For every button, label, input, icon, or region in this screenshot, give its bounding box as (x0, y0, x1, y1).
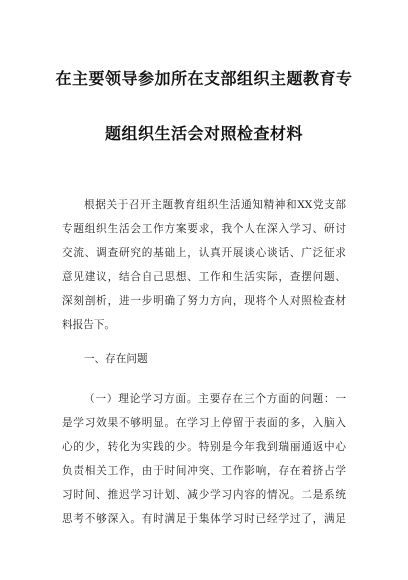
problems-paragraph-line: 负责相关工作，由于时间冲突、工作影响，存在着挤占学 (62, 465, 346, 477)
document-title-line-1: 在主要领导参加所在支部组织主题教育专 (55, 69, 353, 88)
intro-paragraph-line: 交流、调查研究的基础上，认真开展谈心谈话、广泛征求 (62, 247, 346, 259)
problems-paragraph-line: 习时间、推迟学习计划、减少学习内容的情况。二是系统 (62, 489, 346, 501)
intro-paragraph-line: 根据关于召开主题教育组织生活通知精神和XX党支部 (84, 199, 346, 211)
problems-paragraph-line: 是学习效果不够明显。在学习上停留于表面的多，入脑入 (62, 417, 346, 429)
intro-paragraph-line: 意见建议，结合自己思想、工作和生活实际，查摆问题、 (62, 271, 346, 283)
problems-paragraph-line: （一）理论学习方面。主要存在三个方面的问题：一 (84, 393, 346, 405)
problems-paragraph-line: 心的少，转化为实践的少。特别是今年我到瑞丽通返中心 (62, 441, 346, 453)
document-title-line-2: 题组织生活会对照检查材料 (104, 124, 303, 143)
intro-paragraph-line: 深刻剖析，进一步明确了努力方向，现将个人对照检查材 (62, 295, 346, 307)
intro-paragraph-line: 专题组织生活会工作方案要求，我个人在深入学习、研讨 (62, 223, 346, 235)
intro-paragraph-line: 料报告下。 (62, 319, 115, 331)
section-heading: 一、存在问题 (84, 353, 148, 365)
problems-paragraph-line: 思考不够深入。有时满足于集体学习时已经学过了，满足 (62, 513, 346, 525)
